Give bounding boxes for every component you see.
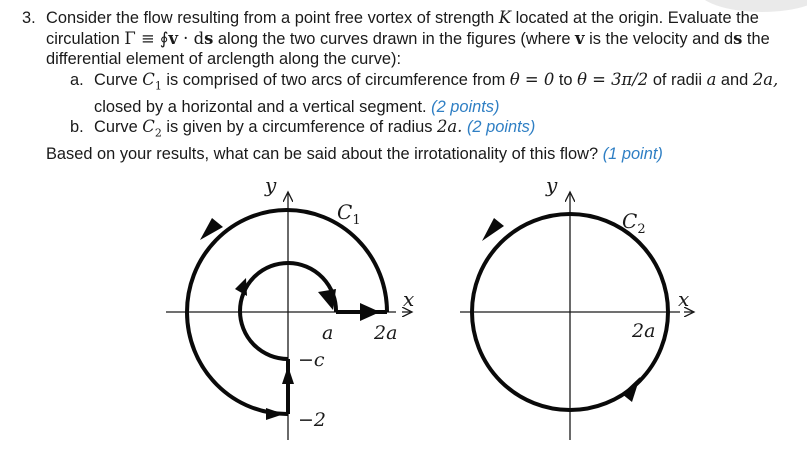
fig2-y-label: y bbox=[546, 173, 558, 197]
closing-question: Based on your results, what can be said about the irrotationality of this flow? (1 point) bbox=[46, 145, 663, 164]
fig1-curve-label: $C_1$ bbox=[337, 200, 361, 228]
fig2-curve-label: $C_2$ bbox=[622, 209, 646, 237]
fig2-arrow-lower-icon bbox=[622, 377, 640, 402]
fig1-tick-2a: 2a bbox=[374, 322, 398, 344]
problem-number: 3. bbox=[22, 9, 36, 27]
intro-line-3: differential element of arclength along the curve): bbox=[46, 50, 402, 69]
closing-points: (1 point) bbox=[602, 145, 663, 164]
fig1-tick-neg-2a: −2 bbox=[298, 409, 327, 431]
fig1-arrow-inner-icon bbox=[318, 289, 336, 310]
fig1-arrow-bottom-icon bbox=[266, 408, 284, 420]
part-b-points: (2 points) bbox=[466, 118, 536, 137]
part-b-line: b. Curve $C_2$ is given by a circumference of radius 2a. (2 points) bbox=[70, 117, 536, 140]
fig1-arrow-up-icon bbox=[282, 366, 294, 384]
fig2-x-label: x bbox=[678, 287, 690, 311]
fig2-arrow-upper-icon bbox=[482, 218, 504, 241]
figure-2 bbox=[460, 173, 694, 440]
fig1-tick-neg-a: −c bbox=[298, 349, 325, 371]
symbol-K: K bbox=[498, 8, 512, 27]
part-a-line-1: a. Curve $C_1$ is comprised of two arcs of circumference from θ = 0 to θ = 3π/2 of radii a and 2a, bbox=[70, 69, 779, 93]
fig1-x-label: x bbox=[403, 287, 415, 311]
intro-line-2: circulation Γ ≡ ∮v · ds along the two curves drawn in the figures (where v is the velocity and ds the bbox=[46, 28, 770, 48]
part-a-line-2: closed by a horizontal and a vertical segment. (2 points) bbox=[94, 97, 500, 116]
intro-line-1: 3. Consider the flow resulting from a point free vortex of strength K located at the origin. Evaluate the bbox=[22, 8, 759, 27]
figure-1 bbox=[166, 173, 414, 440]
fig1-tick-a: a bbox=[322, 322, 334, 344]
fig2-tick-2a: 2a bbox=[632, 320, 656, 342]
fig1-arrow-inner-left-icon bbox=[235, 278, 247, 296]
circulation-formula: Γ ≡ ∮ bbox=[124, 28, 169, 48]
fig1-y-label: y bbox=[265, 173, 277, 197]
part-a-points: (2 points) bbox=[431, 97, 500, 116]
fig1-arrow-right-icon bbox=[360, 303, 380, 321]
